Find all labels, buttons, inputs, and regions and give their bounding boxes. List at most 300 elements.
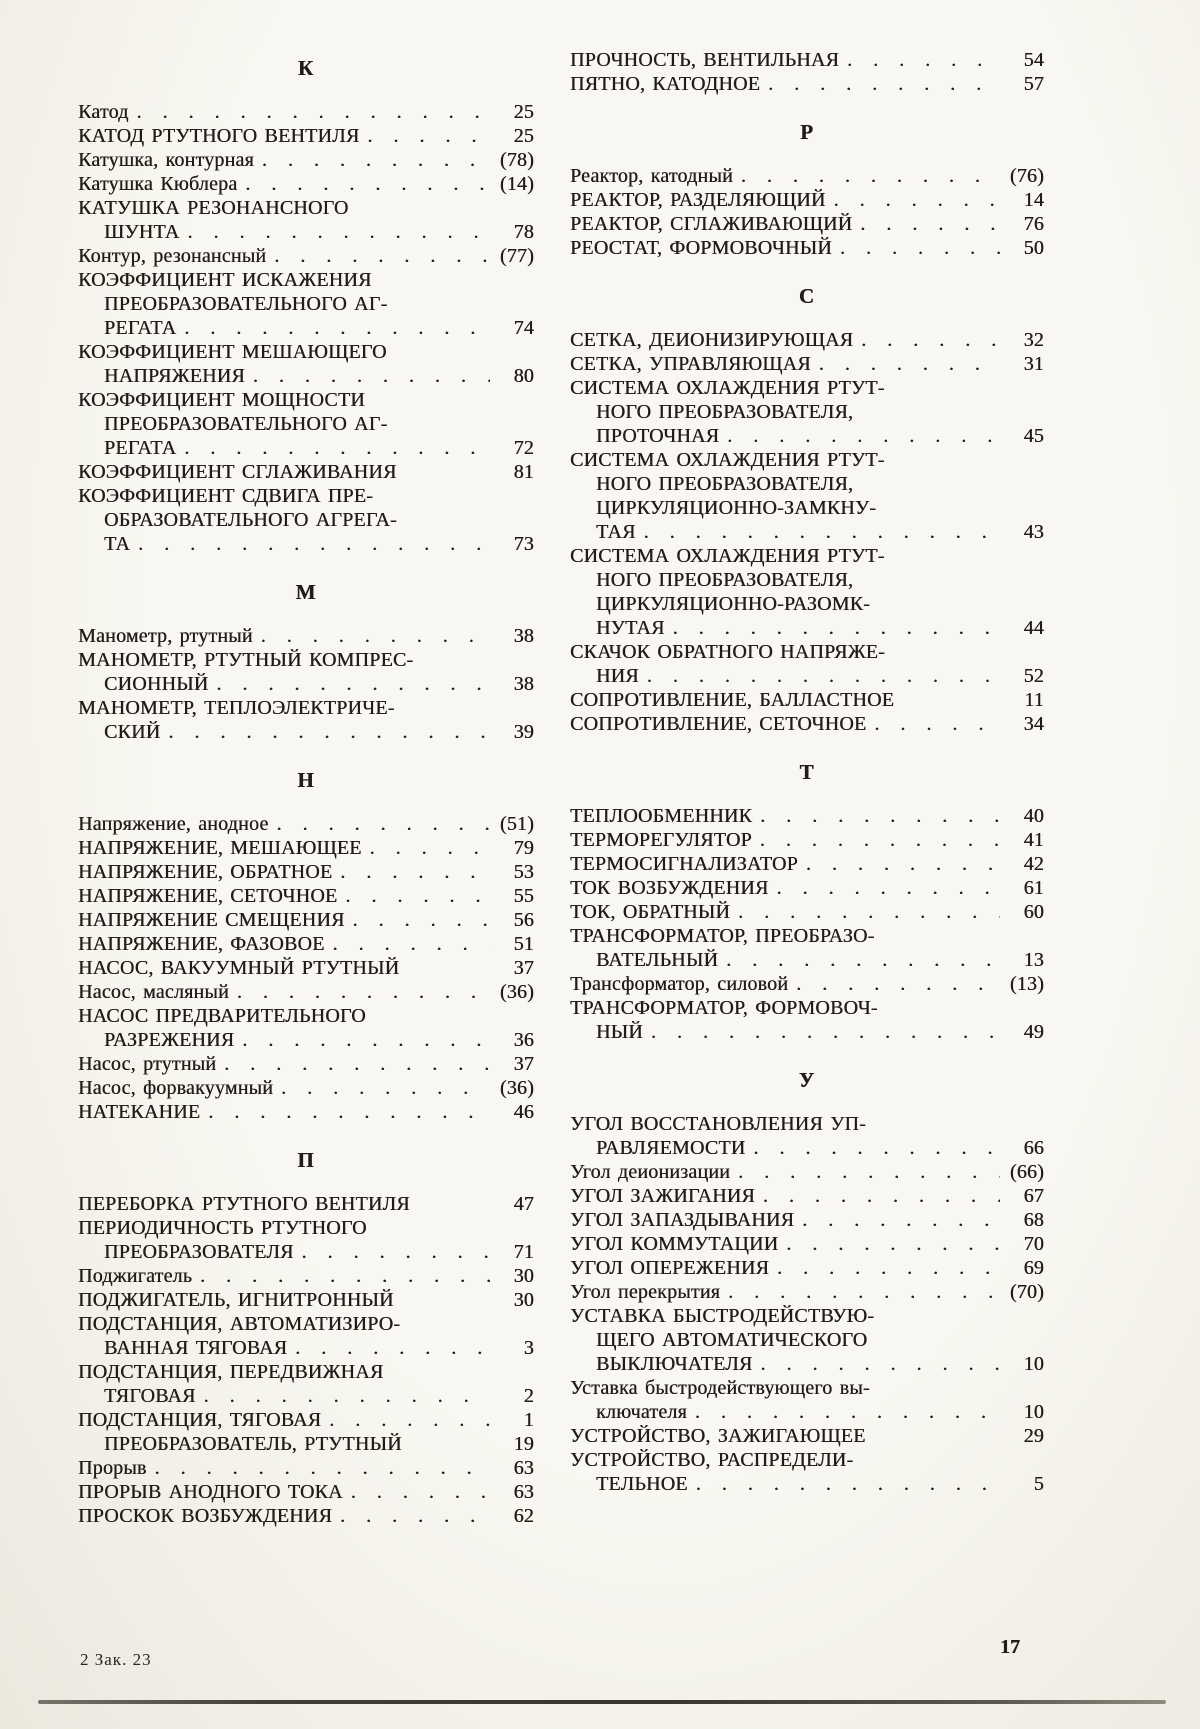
entry-text: Угол деионизации bbox=[570, 1161, 731, 1183]
entry-last-line bbox=[78, 1264, 534, 1288]
dot-leader bbox=[861, 328, 1000, 352]
entry-text: УГОЛ ЗАЖИГАНИЯ bbox=[570, 1185, 755, 1207]
dot-leader bbox=[696, 1472, 1000, 1496]
entry-text: РАВЛЯЕМОСТИ bbox=[596, 1137, 746, 1159]
dot-leader bbox=[224, 1052, 490, 1076]
entry-text: ПРЕОБРАЗОВАТЕЛЬ, РТУТНЫЙ bbox=[104, 1433, 402, 1455]
dot-leader bbox=[340, 1504, 490, 1528]
index-entry bbox=[570, 804, 1044, 828]
entry-text: Насос, масляный bbox=[78, 981, 229, 1003]
entry-last-line bbox=[78, 1076, 534, 1100]
entry-page-number: 29 bbox=[1023, 1425, 1044, 1447]
index-entry bbox=[78, 388, 534, 460]
entry-page-number: (36) bbox=[499, 1077, 534, 1099]
entry-text-line: ПОДСТАНЦИЯ, ПЕРЕДВИЖНАЯ bbox=[78, 1361, 384, 1383]
entry-text: ВАННАЯ ТЯГОВАЯ bbox=[104, 1337, 288, 1359]
entry-last-line bbox=[570, 688, 1044, 712]
section-letter: Т bbox=[799, 760, 815, 784]
entry-last-line bbox=[570, 664, 1044, 688]
entry-text: НАСОС, ВАКУУМНЫЙ РТУТНЫЙ bbox=[78, 957, 400, 979]
entry-last-line bbox=[570, 1208, 1044, 1232]
entry-page-number: 79 bbox=[513, 837, 534, 859]
dot-leader bbox=[753, 1136, 1000, 1160]
dot-leader bbox=[777, 876, 1001, 900]
entry-page-number: 61 bbox=[1023, 877, 1044, 899]
entry-text-line: ПРЕОБРАЗОВАТЕЛЬНОГО АГ- bbox=[104, 413, 388, 435]
entry-text: УСТРОЙСТВО, ЗАЖИГАЮЩЕЕ bbox=[570, 1425, 866, 1447]
dot-leader bbox=[281, 1076, 490, 1100]
dot-leader bbox=[138, 532, 490, 556]
index-entry bbox=[78, 648, 534, 696]
entry-page-number: 68 bbox=[1023, 1209, 1044, 1231]
entry-page-number: 63 bbox=[513, 1457, 534, 1479]
index-entry bbox=[78, 1264, 534, 1288]
index-entry bbox=[570, 352, 1044, 376]
dot-leader bbox=[777, 1256, 1000, 1280]
entry-text-line: СИСТЕМА ОХЛАЖДЕНИЯ РТУТ- bbox=[570, 545, 885, 567]
index-entry bbox=[570, 828, 1044, 852]
entry-text: СИОННЫЙ bbox=[104, 673, 209, 695]
entry-last-line bbox=[78, 1028, 534, 1052]
entry-last-line bbox=[78, 1336, 534, 1360]
entry-text-line: КОЭФФИЦИЕНТ ИСКАЖЕНИЯ bbox=[78, 269, 372, 291]
entry-page-number: 50 bbox=[1023, 237, 1044, 259]
entry-last-line bbox=[570, 712, 1044, 736]
dot-leader bbox=[760, 828, 1000, 852]
index-entry bbox=[78, 696, 534, 744]
entry-last-line bbox=[570, 1256, 1044, 1280]
entry-text-line: ЦИРКУЛЯЦИОННО-ЗАМКНУ- bbox=[596, 497, 877, 519]
entry-text-line: КАТУШКА РЕЗОНАНСНОГО bbox=[78, 197, 349, 219]
entry-last-line bbox=[570, 236, 1044, 260]
entry-text: УГОЛ ОПЕРЕЖЕНИЯ bbox=[570, 1257, 770, 1279]
entry-text: НАПРЯЖЕНИЕ, ФАЗОВОЕ bbox=[78, 933, 325, 955]
entry-last-line bbox=[570, 852, 1044, 876]
dot-leader bbox=[738, 900, 1000, 924]
dot-leader bbox=[208, 1100, 490, 1124]
entry-text: ТОК ВОЗБУЖДЕНИЯ bbox=[570, 877, 769, 899]
entry-text-line: ЩЕГО АВТОМАТИЧЕСКОГО bbox=[596, 1329, 868, 1351]
index-entry bbox=[78, 1312, 534, 1360]
entry-page-number: 51 bbox=[513, 933, 534, 955]
entry-page-number: 71 bbox=[513, 1241, 534, 1263]
entry-last-line bbox=[570, 616, 1044, 640]
entry-last-line bbox=[78, 1192, 534, 1216]
entry-last-line bbox=[570, 948, 1044, 972]
index-entry bbox=[78, 1288, 534, 1312]
index-entry bbox=[78, 196, 534, 244]
entry-text: ПРЕОБРАЗОВАТЕЛЯ bbox=[104, 1241, 294, 1263]
entry-text: ПЕРЕБОРКА РТУТНОГО ВЕНТИЛЯ bbox=[78, 1193, 410, 1215]
entry-text: СОПРОТИВЛЕНИЕ, БАЛЛАСТНОЕ bbox=[570, 689, 895, 711]
entry-page-number: 44 bbox=[1023, 617, 1044, 639]
index-entry bbox=[78, 836, 534, 860]
entry-page-number: 73 bbox=[513, 533, 534, 555]
entry-page-number: 41 bbox=[1023, 829, 1044, 851]
entry-last-line bbox=[78, 1240, 534, 1264]
entry-page-number: 55 bbox=[513, 885, 534, 907]
entry-last-line bbox=[78, 1100, 534, 1124]
entry-last-line bbox=[570, 1424, 1044, 1448]
dot-leader bbox=[370, 836, 490, 860]
entry-text: Трансформатор, силовой bbox=[570, 973, 789, 995]
entry-text: Насос, форвакуумный bbox=[78, 1077, 274, 1099]
dot-leader bbox=[834, 188, 1000, 212]
index-entry bbox=[78, 1480, 534, 1504]
entry-last-line bbox=[570, 804, 1044, 828]
entry-text: НАПРЯЖЕНИЕ, СЕТОЧНОЕ bbox=[78, 885, 338, 907]
entry-text-line: СИСТЕМА ОХЛАЖДЕНИЯ РТУТ- bbox=[570, 377, 885, 399]
dot-leader bbox=[168, 720, 490, 744]
entry-page-number: 30 bbox=[513, 1289, 534, 1311]
page-number-folio: 17 bbox=[1000, 1636, 1020, 1658]
entry-last-line bbox=[78, 860, 534, 884]
entry-last-line bbox=[78, 100, 534, 124]
dot-leader bbox=[673, 616, 1000, 640]
dot-leader bbox=[187, 220, 490, 244]
entry-page-number: (77) bbox=[499, 245, 534, 267]
entry-text: НАТЕКАНИЕ bbox=[78, 1101, 201, 1123]
index-entry bbox=[78, 980, 534, 1004]
dot-leader bbox=[351, 1480, 490, 1504]
entry-last-line bbox=[570, 876, 1044, 900]
index-entry bbox=[78, 100, 534, 124]
entry-last-line bbox=[570, 520, 1044, 544]
entry-text-line: ПОДСТАНЦИЯ, АВТОМАТИЗИРО- bbox=[78, 1313, 401, 1335]
entry-page-number: 67 bbox=[1023, 1185, 1044, 1207]
entry-text: НАПРЯЖЕНИЕ СМЕЩЕНИЯ bbox=[78, 909, 345, 931]
entry-last-line bbox=[78, 836, 534, 860]
index-entry bbox=[570, 1160, 1044, 1184]
entry-page-number: 19 bbox=[513, 1433, 534, 1455]
entry-page-number: 40 bbox=[1023, 805, 1044, 827]
dot-leader bbox=[860, 212, 1000, 236]
entry-text: РЕГАТА bbox=[104, 437, 177, 459]
dot-leader bbox=[253, 364, 490, 388]
entry-text: ТАЯ bbox=[596, 521, 636, 543]
entry-text: ПОДСТАНЦИЯ, ТЯГОВАЯ bbox=[78, 1409, 322, 1431]
dot-leader bbox=[768, 72, 1000, 96]
index-entry bbox=[570, 376, 1044, 448]
dot-leader bbox=[367, 124, 490, 148]
entry-page-number: 38 bbox=[513, 625, 534, 647]
section-letter: М bbox=[295, 580, 317, 604]
entry-page-number: 42 bbox=[1023, 853, 1044, 875]
index-entry bbox=[78, 460, 534, 484]
entry-page-number: 10 bbox=[1023, 1401, 1044, 1423]
entry-text-line: НОГО ПРЕОБРАЗОВАТЕЛЯ, bbox=[596, 401, 854, 423]
dot-leader bbox=[874, 712, 1000, 736]
entry-text: УГОЛ ЗАПАЗДЫВАНИЯ bbox=[570, 1209, 795, 1231]
entry-last-line bbox=[570, 424, 1044, 448]
entry-page-number: 57 bbox=[1023, 73, 1044, 95]
dot-leader bbox=[819, 352, 1000, 376]
entry-page-number: 43 bbox=[1023, 521, 1044, 543]
entry-text: РЕАКТОР, СГЛАЖИВАЮЩИЙ bbox=[570, 213, 853, 235]
dot-leader bbox=[245, 172, 490, 196]
entry-page-number: (70) bbox=[1009, 1281, 1044, 1303]
entry-text: ШУНТА bbox=[104, 221, 180, 243]
entry-last-line bbox=[570, 1232, 1044, 1256]
entry-page-number: 81 bbox=[513, 461, 534, 483]
entry-text: ТЯГОВАЯ bbox=[104, 1385, 196, 1407]
entry-text-line: УСТАВКА БЫСТРОДЕЙСТВУЮ- bbox=[570, 1305, 875, 1327]
entry-text: ТА bbox=[104, 533, 131, 555]
entry-text-line: ТРАНСФОРМАТОР, ФОРМОВОЧ- bbox=[570, 997, 878, 1019]
entry-text-line: УСТРОЙСТВО, РАСПРЕДЕЛИ- bbox=[570, 1449, 854, 1471]
entry-text: Поджигатель bbox=[78, 1265, 193, 1287]
entry-last-line bbox=[570, 900, 1044, 924]
index-entry bbox=[570, 448, 1044, 544]
index-entry bbox=[78, 1432, 534, 1456]
index-column-1 bbox=[78, 48, 534, 1528]
entry-page-number: 30 bbox=[513, 1265, 534, 1287]
entry-page-number: 25 bbox=[513, 125, 534, 147]
entry-page-number: 78 bbox=[513, 221, 534, 243]
index-entry bbox=[78, 1004, 534, 1052]
entry-text: ключателя bbox=[596, 1401, 687, 1423]
entry-last-line bbox=[78, 460, 534, 484]
entry-page-number: 5 bbox=[1033, 1473, 1044, 1495]
index-entry bbox=[570, 328, 1044, 352]
index-entry bbox=[570, 544, 1044, 640]
index-entry bbox=[570, 900, 1044, 924]
entry-last-line bbox=[570, 1400, 1044, 1424]
entry-text: НАПРЯЖЕНИЯ bbox=[104, 365, 245, 387]
entry-page-number: 2 bbox=[523, 1385, 534, 1407]
entry-text: ВЫКЛЮЧАТЕЛЯ bbox=[596, 1353, 753, 1375]
dot-leader bbox=[726, 948, 1000, 972]
entry-last-line bbox=[78, 148, 534, 172]
entry-last-line bbox=[570, 188, 1044, 212]
entry-page-number: 62 bbox=[513, 1505, 534, 1527]
entry-last-line bbox=[570, 1280, 1044, 1304]
entry-last-line bbox=[78, 1480, 534, 1504]
dot-leader bbox=[796, 972, 1000, 996]
entry-text-line: Уставка быстродействующего вы- bbox=[570, 1377, 870, 1399]
index-entry bbox=[570, 1256, 1044, 1280]
entry-page-number: 3 bbox=[523, 1337, 534, 1359]
entry-page-number: 53 bbox=[513, 861, 534, 883]
entry-page-number: 38 bbox=[513, 673, 534, 695]
entry-last-line bbox=[78, 1504, 534, 1528]
entry-page-number: 47 bbox=[513, 1193, 534, 1215]
entry-page-number: 36 bbox=[513, 1029, 534, 1051]
entry-text-line: ПЕРИОДИЧНОСТЬ РТУТНОГО bbox=[78, 1217, 367, 1239]
entry-last-line bbox=[570, 48, 1044, 72]
dot-leader bbox=[345, 884, 490, 908]
entry-page-number: 54 bbox=[1023, 49, 1044, 71]
dot-leader bbox=[262, 148, 490, 172]
entry-page-number: 60 bbox=[1023, 901, 1044, 923]
scan-edge-artifact bbox=[38, 1700, 1166, 1704]
entry-last-line bbox=[78, 316, 534, 340]
index-entry bbox=[78, 1192, 534, 1216]
entry-text: Катод bbox=[78, 101, 129, 123]
entry-last-line bbox=[570, 352, 1044, 376]
index-entry bbox=[78, 1456, 534, 1480]
entry-text: НАПРЯЖЕНИЕ, МЕШАЮЩЕЕ bbox=[78, 837, 362, 859]
entry-text: Угол перекрытия bbox=[570, 1281, 721, 1303]
entry-text-line: СКАЧОК ОБРАТНОГО НАПРЯЖЕ- bbox=[570, 641, 885, 663]
entry-last-line bbox=[78, 172, 534, 196]
entry-text-line: МАНОМЕТР, ТЕПЛОЭЛЕКТРИЧЕ- bbox=[78, 697, 395, 719]
entry-last-line bbox=[78, 1384, 534, 1408]
dot-leader bbox=[763, 1184, 1000, 1208]
entry-page-number: (14) bbox=[499, 173, 534, 195]
index-entry bbox=[78, 812, 534, 836]
entry-page-number: 1 bbox=[523, 1409, 534, 1431]
entry-text: УГОЛ КОММУТАЦИИ bbox=[570, 1233, 779, 1255]
entry-page-number: (13) bbox=[1009, 973, 1044, 995]
index-entry bbox=[570, 1376, 1044, 1424]
index-entry bbox=[78, 1076, 534, 1100]
entry-text-line: ПРЕОБРАЗОВАТЕЛЬНОГО АГ- bbox=[104, 293, 388, 315]
entry-text: Катушка Кюблера bbox=[78, 173, 238, 195]
entry-last-line bbox=[78, 1052, 534, 1076]
entry-page-number: 34 bbox=[1023, 713, 1044, 735]
index-entry bbox=[570, 996, 1044, 1044]
entry-page-number: 70 bbox=[1023, 1233, 1044, 1255]
entry-page-number: 66 bbox=[1023, 1137, 1044, 1159]
dot-leader bbox=[738, 1160, 1000, 1184]
dot-leader bbox=[184, 316, 490, 340]
entry-text: ПРОТОЧНАЯ bbox=[596, 425, 720, 447]
index-entry bbox=[570, 188, 1044, 212]
index-entry bbox=[78, 244, 534, 268]
entry-text: ПЯТНО, КАТОДНОЕ bbox=[570, 73, 761, 95]
entry-page-number: 80 bbox=[513, 365, 534, 387]
entry-last-line bbox=[570, 1472, 1044, 1496]
dot-leader bbox=[237, 980, 490, 1004]
dot-leader bbox=[647, 664, 1000, 688]
entry-text: Прорыв bbox=[78, 1457, 147, 1479]
entry-text: КАТОД РТУТНОГО ВЕНТИЛЯ bbox=[78, 125, 360, 147]
dot-leader bbox=[353, 908, 490, 932]
section-letter: У bbox=[798, 1068, 816, 1092]
entry-text-line: СИСТЕМА ОХЛАЖДЕНИЯ РТУТ- bbox=[570, 449, 885, 471]
dot-leader bbox=[261, 624, 490, 648]
entry-text: СОПРОТИВЛЕНИЕ, СЕТОЧНОЕ bbox=[570, 713, 867, 735]
dot-leader bbox=[276, 812, 490, 836]
entry-last-line bbox=[78, 908, 534, 932]
index-entry bbox=[78, 1408, 534, 1432]
entry-page-number: (66) bbox=[1009, 1161, 1044, 1183]
index-entry bbox=[78, 1100, 534, 1124]
dot-leader bbox=[200, 1264, 490, 1288]
entry-text: Манометр, ртутный bbox=[78, 625, 253, 647]
entry-last-line bbox=[570, 1184, 1044, 1208]
entry-text: ТЕЛЬНОЕ bbox=[596, 1473, 688, 1495]
entry-page-number: (76) bbox=[1009, 165, 1044, 187]
entry-page-number: (36) bbox=[499, 981, 534, 1003]
entry-text-line: КОЭФФИЦИЕНТ МЕШАЮЩЕГО bbox=[78, 341, 387, 363]
dot-leader bbox=[216, 672, 490, 696]
entry-last-line bbox=[78, 244, 534, 268]
entry-text: ТЕПЛООБМЕННИК bbox=[570, 805, 753, 827]
entry-page-number: 32 bbox=[1023, 329, 1044, 351]
dot-leader bbox=[786, 1232, 1000, 1256]
entry-last-line bbox=[570, 212, 1044, 236]
index-entry bbox=[78, 624, 534, 648]
dot-leader bbox=[840, 236, 1000, 260]
dot-leader bbox=[644, 520, 1000, 544]
entry-text: ПРОЧНОСТЬ, ВЕНТИЛЬНАЯ bbox=[570, 49, 840, 71]
index-entry bbox=[570, 1208, 1044, 1232]
entry-page-number: 49 bbox=[1023, 1021, 1044, 1043]
index-entry bbox=[570, 688, 1044, 712]
print-run-note: 2 Зак. 23 bbox=[80, 1650, 152, 1669]
entry-last-line bbox=[78, 124, 534, 148]
index-entry bbox=[78, 484, 534, 556]
entry-last-line bbox=[570, 972, 1044, 996]
entry-text: КОЭФФИЦИЕНТ СГЛАЖИВАНИЯ bbox=[78, 461, 397, 483]
index-entry bbox=[78, 340, 534, 388]
entry-last-line bbox=[570, 1160, 1044, 1184]
entry-page-number: 56 bbox=[513, 909, 534, 931]
index-entry bbox=[570, 924, 1044, 972]
section-letter: П bbox=[297, 1148, 315, 1172]
entry-last-line bbox=[78, 956, 534, 980]
entry-text: Насос, ртутный bbox=[78, 1053, 217, 1075]
dot-leader bbox=[741, 164, 1000, 188]
entry-text: НЫЙ bbox=[596, 1021, 643, 1043]
entry-last-line bbox=[78, 1288, 534, 1312]
dot-leader bbox=[695, 1400, 1000, 1424]
dot-leader bbox=[155, 1456, 490, 1480]
entry-page-number: 74 bbox=[513, 317, 534, 339]
entry-page-number: 11 bbox=[1024, 689, 1044, 711]
dot-leader bbox=[329, 1408, 490, 1432]
entry-page-number: 76 bbox=[1023, 213, 1044, 235]
entry-last-line bbox=[78, 1456, 534, 1480]
entry-last-line bbox=[570, 1020, 1044, 1044]
entry-page-number: 46 bbox=[513, 1101, 534, 1123]
entry-page-number: 10 bbox=[1023, 1353, 1044, 1375]
index-entry bbox=[78, 172, 534, 196]
entry-page-number: 39 bbox=[513, 721, 534, 743]
dot-leader bbox=[760, 804, 1000, 828]
entry-text-line: КОЭФФИЦИЕНТ МОЩНОСТИ bbox=[78, 389, 365, 411]
index-entry bbox=[78, 908, 534, 932]
entry-text: ПРОСКОК ВОЗБУЖДЕНИЯ bbox=[78, 1505, 333, 1527]
index-entry bbox=[78, 1216, 534, 1264]
dot-leader bbox=[728, 1280, 1000, 1304]
dot-leader bbox=[340, 860, 490, 884]
dot-leader bbox=[204, 1384, 490, 1408]
entry-last-line bbox=[78, 884, 534, 908]
entry-page-number: 63 bbox=[513, 1481, 534, 1503]
entry-page-number: 69 bbox=[1023, 1257, 1044, 1279]
entry-text: ТЕРМОРЕГУЛЯТОР bbox=[570, 829, 752, 851]
entry-page-number: 14 bbox=[1023, 189, 1044, 211]
entry-text: СЕТКА, УПРАВЛЯЮЩАЯ bbox=[570, 353, 811, 375]
dot-leader bbox=[651, 1020, 1000, 1044]
index-entry bbox=[570, 1448, 1044, 1496]
dot-leader bbox=[274, 244, 490, 268]
index-entry bbox=[570, 212, 1044, 236]
entry-last-line bbox=[570, 328, 1044, 352]
index-entry bbox=[78, 1360, 534, 1408]
index-entry bbox=[78, 884, 534, 908]
entry-text-line: УГОЛ ВОССТАНОВЛЕНИЯ УП- bbox=[570, 1113, 866, 1135]
dot-leader bbox=[333, 932, 490, 956]
section-letter: Р bbox=[800, 120, 814, 144]
entry-text: РАЗРЕЖЕНИЯ bbox=[104, 1029, 235, 1051]
index-entry bbox=[570, 1280, 1044, 1304]
entry-last-line bbox=[78, 436, 534, 460]
entry-text: ТЕРМОСИГНАЛИЗАТОР bbox=[570, 853, 798, 875]
